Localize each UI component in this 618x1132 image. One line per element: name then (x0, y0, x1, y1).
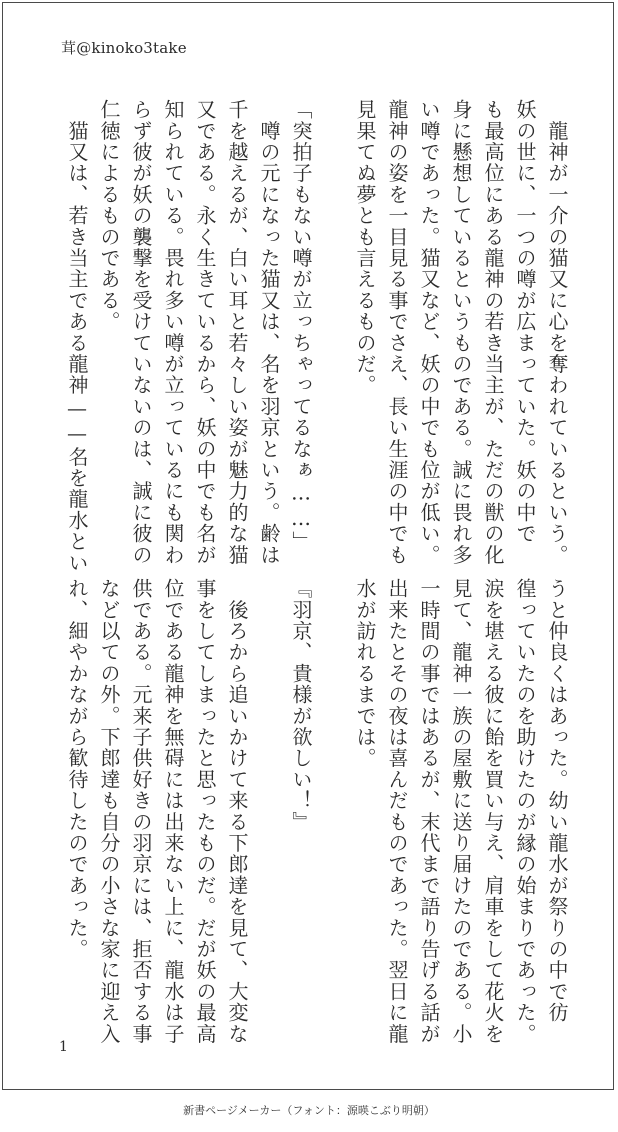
text-line (317, 578, 349, 1013)
text-line: 涙を堪える彼に飴を買い与え、肩車をして花火を (481, 578, 505, 1045)
text-line: 「突拍子もない噂が立っちゃってるなぁ……」 (289, 99, 313, 553)
text-line (317, 99, 349, 534)
text-line: 龍神が一介の猫又に心を奪われているという。 (545, 99, 569, 566)
text-line: 見果てぬ夢とも言えるものだ。 (353, 99, 377, 396)
text-line: も最高位にある龍神の若き当主が、ただの獣の化 (481, 99, 505, 566)
text-line: 出来たとその夜は喜んだものであった。翌日に龍 (385, 578, 409, 1045)
text-line: 水が訪れるまでは。 (353, 578, 377, 769)
text-line (253, 578, 285, 1013)
text-line: い噂であった。猫又など、妖の中でも位が低い。 (417, 99, 441, 566)
text-line: 見て、龍神一族の屋敷に送り届けたのである。小 (449, 578, 473, 1045)
text-tier-top (53, 99, 573, 574)
text-tier-bottom (53, 578, 573, 1045)
text-line: など以ての外。下郎達も自分の小さな家に迎え入 (97, 578, 121, 1045)
text-line: れ、細やかながら歓待したのであった。 (65, 578, 89, 960)
text-line: 『羽京、貴様が欲しい！』 (289, 578, 313, 833)
text-line: 後ろから追いかけて来る下郎達を見て、大変な (225, 578, 249, 1045)
text-line: 身に懸想しているというものである。誠に畏れ多 (449, 99, 473, 566)
text-line: 妖の世に、一つの噂が広まっていた。妖の中で (513, 99, 537, 545)
text-line: 一時間の事ではあるが、末代まで語り告げる話が (417, 578, 441, 1045)
text-line: 位である龍神を無碍には出来ない上に、龍水は子 (161, 578, 185, 1045)
text-line: 供である。元来子供好きの羽京には、拒否する事 (129, 578, 153, 1045)
text-line: うと仲良くはあった。幼い龍水が祭りの中で彷 (545, 578, 569, 1024)
text-line: 龍神の姿を一目見る事でさえ、長い生涯の中でも (385, 99, 409, 566)
footer-credit: 新書ページメーカー（フォント：源暎こぶり明朝） (183, 1104, 435, 1117)
text-line: らず彼が妖の襲撃を受けていないのは、誠に彼の (129, 99, 153, 566)
text-line: 事をしてしまったと思ったものだ。だが妖の最高 (193, 578, 217, 1045)
text-line: 噂の元になった猫又は、名を羽京という。齢は (257, 99, 281, 566)
text-line: 徨っていたのを助けたのが縁の始まりであった。 (513, 578, 537, 1045)
author-handle: 茸@kinoko3take (61, 39, 187, 57)
page-number: 1 (59, 1039, 68, 1055)
text-line: 仁徳によるものである。 (97, 99, 121, 333)
text-line: 知られている。畏れ多い噂が立っているにも関わ (161, 99, 185, 566)
text-line: 又である。永く生きているから、妖の中でも名が (193, 99, 217, 566)
text-line: 千を越えるが、白い耳と若々しい姿が魅力的な猫 (225, 99, 249, 566)
page-frame (2, 2, 614, 1090)
text-line: 猫又は、若き当主である龍神——名を龍水とい (65, 99, 89, 574)
